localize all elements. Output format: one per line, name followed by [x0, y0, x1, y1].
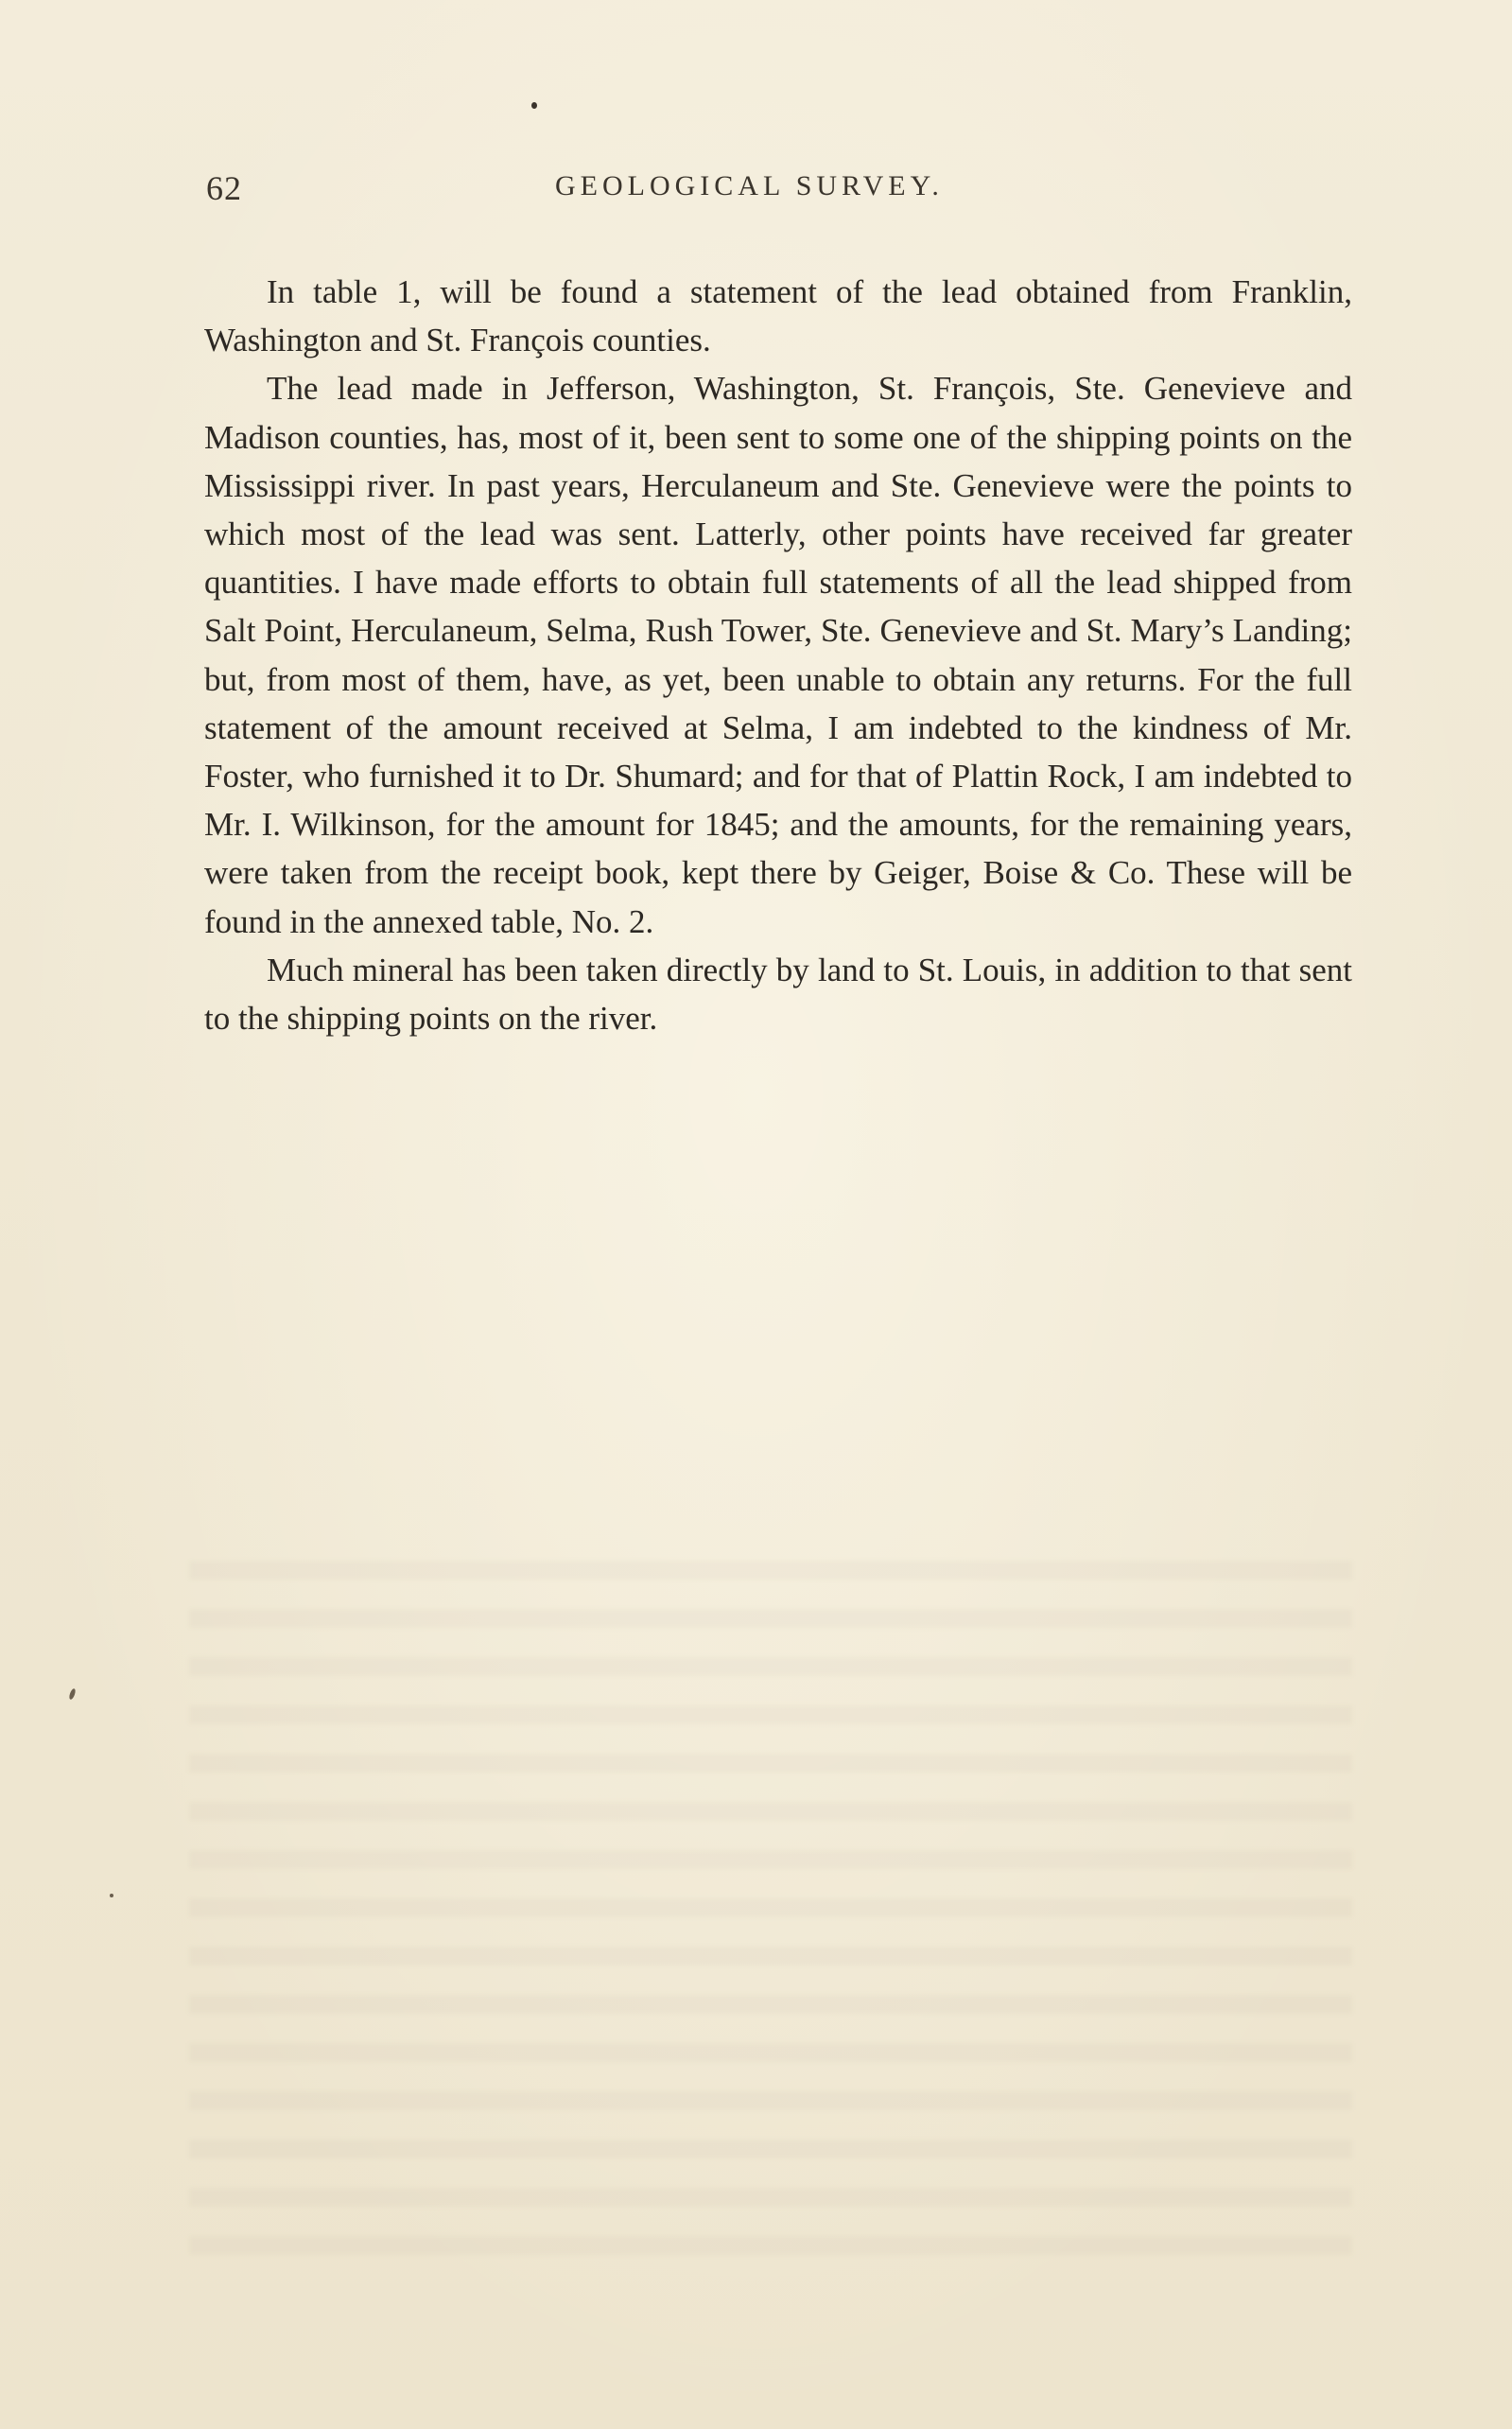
show-through-shadow — [189, 1561, 1352, 2280]
page-number: 62 — [206, 169, 242, 207]
running-head: GEOLOGICAL SURVEY. — [555, 170, 944, 201]
body-text — [204, 268, 1352, 1042]
ink-dot — [531, 102, 537, 109]
page-header — [0, 168, 1512, 216]
page-speck — [68, 1688, 77, 1701]
paragraph-mineral-st-louis: Much mineral has been taken directly by land to St. Louis, in addition to that sent to the shipping points on the river. — [204, 951, 1352, 1038]
paragraph-lead-shipping: The lead made in Jefferson, Washington, St. François, Ste. Genevieve and Madison counties, has, most of it, been sent to some one of the shipping points on the Mississippi river. In past years, Herculaneum and Ste. Genevieve were the points to which most of the lead was sent. Latterly, other points have received far greater quantities. I have made efforts to obtain full statements of all the lead shipped from Salt Point, Herculaneum, Selma, Rush Tower, Ste. Genevieve and St. Mary’s Landing; but, from most of them, have, as yet, been unable to obtain any returns. For the full statement of the amount received at Selma, I am indebted to the kindness of Mr. Foster, who furnished it to Dr. Shumard; and for that of Plattin Rock, I am indebted to Mr. I. Wilkinson, for the amount for 1845; and the amounts, for the remaining years, were taken from the receipt book, kept there by Geiger, Boise & Co. These will be found in the annexed table, No. 2. — [204, 370, 1352, 940]
paragraph-table-1: In table 1, will be found a statement of the lead obtained from Franklin, Washington and St. François counties. — [204, 273, 1352, 359]
page-speck — [110, 1894, 113, 1897]
